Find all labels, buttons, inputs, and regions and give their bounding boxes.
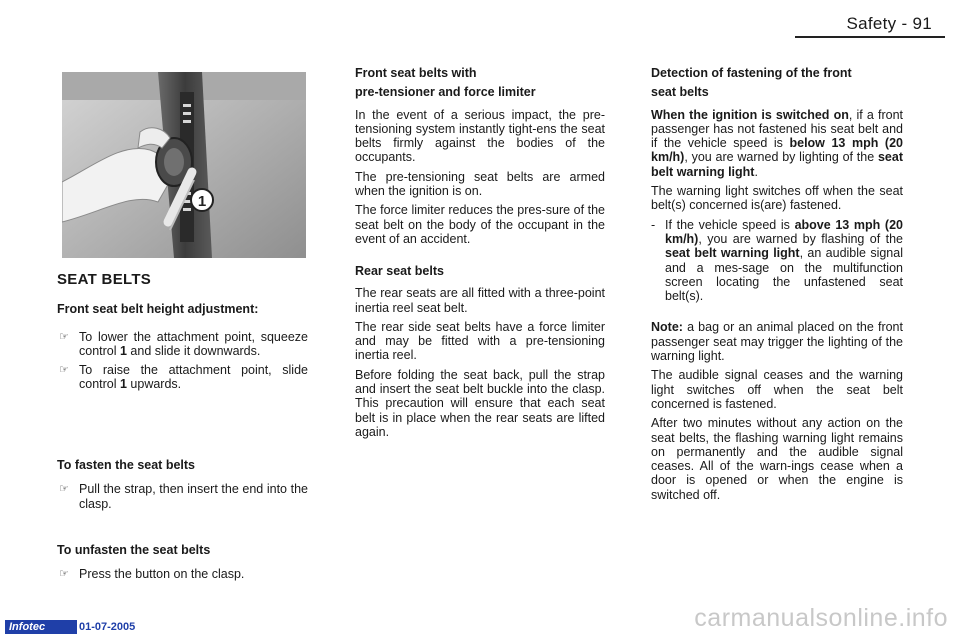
unfasten-heading: To unfasten the seat belts — [57, 543, 211, 557]
column-1 — [57, 273, 308, 397]
section-title: SEAT BELTS — [57, 271, 152, 288]
rear-belts-block — [355, 264, 605, 444]
pointing-hand-icon: ☞ — [59, 483, 69, 496]
note-paragraph: Note: a bag or an animal placed on the front passenger seat may trigger the lighting of the warning light. — [651, 320, 903, 364]
rear-belts-heading: Rear seat belts — [355, 264, 444, 278]
speed-list-item: - If the vehicle speed is above 13 mph (20 km/h), you are warned by flashing of the seat belt warning light, an audible signal and a mes-sage on the multifunction screen locating the unfastened seat belt(s). — [651, 217, 903, 304]
rear-paragraph-1: The rear seats are all fitted with a three-point inertia reel seat belt. — [355, 286, 605, 315]
force-limiter-paragraph: The force limiter reduces the pres-sure of the seat belt on the body of the occupant in the event of an accident. — [355, 203, 605, 246]
switch-off-paragraph: The warning light switches off when the seat belt(s) concerned is(are) fastened. — [651, 184, 903, 213]
callout-1: 1 — [197, 193, 207, 210]
infotec-logo: Infotec — [5, 620, 77, 634]
detection-heading-line-2: seat belts — [651, 85, 709, 100]
pointing-hand-icon: ☞ — [59, 364, 69, 377]
fasten-bullet: ☞ Pull the strap, then insert the end into the clasp. — [59, 482, 308, 511]
column-3 — [651, 66, 903, 507]
pointing-hand-icon: ☞ — [59, 330, 69, 343]
rear-paragraph-2: The rear side seat belts have a force limiter and may be fitted with a pre-tensioning inertia reel. — [355, 319, 605, 363]
watermark: carmanualsonline.info — [694, 604, 948, 632]
fasten-block — [57, 458, 308, 516]
header-rule — [795, 36, 945, 38]
page-title: Safety - 91 — [846, 14, 932, 33]
footer-date: 01-07-2005 — [79, 621, 136, 633]
pretensioner-paragraph: In the event of a serious impact, the pre-tensioning system instantly tight-ens the seat belts firmly against the bodies of the occupants. — [355, 107, 605, 165]
audible-signal-paragraph: The audible signal ceases and the warning light switches off when the seat belt concerned is fastened. — [651, 368, 903, 411]
raise-attachment-bullet: ☞ To raise the attachment point, slide control 1 upwards. — [59, 363, 308, 392]
unfasten-bullet: ☞ Press the button on the clasp. — [59, 567, 245, 582]
fasten-heading: To fasten the seat belts — [57, 458, 195, 472]
height-adjustment-heading: Front seat belt height adjustment: — [57, 302, 259, 317]
armed-paragraph: The pre-tensioning seat belts are armed when the ignition is on. — [355, 169, 605, 199]
pointing-hand-icon: ☞ — [59, 568, 69, 581]
footer — [5, 620, 135, 634]
lower-attachment-bullet: ☞ To lower the attachment point, squeeze control 1 and slide it downwards. — [59, 329, 308, 358]
front-belts-heading-line-2: pre-tensioner and force limiter — [355, 85, 536, 100]
column-2 — [355, 66, 605, 251]
front-belts-heading-line-1: Front seat belts with — [355, 66, 477, 80]
two-minutes-paragraph: After two minutes without any action on the seat belts, the flashing warning light remains on permanently and the audible signal ceases. All of the warn-ings cease when a door is opened or when the engine is switched off. — [651, 416, 903, 502]
detection-heading-line-1: Detection of fastening of the front — [651, 66, 852, 80]
ignition-paragraph: When the ignition is switched on, if a front passenger has not fastened his seat belt and if the vehicle speed is below 13 mph (20 km/h), you are warned by lighting of the seat belt warning light. — [651, 107, 903, 179]
rear-paragraph-3: Before folding the seat back, pull the strap and insert the seat belt buckle into the clasp. This precaution will ensure that each seat belt is in place when the rear seats are lifted again. — [355, 367, 605, 439]
unfasten-block — [57, 543, 308, 587]
seat-belt-height-adjuster-illustration — [62, 72, 306, 258]
